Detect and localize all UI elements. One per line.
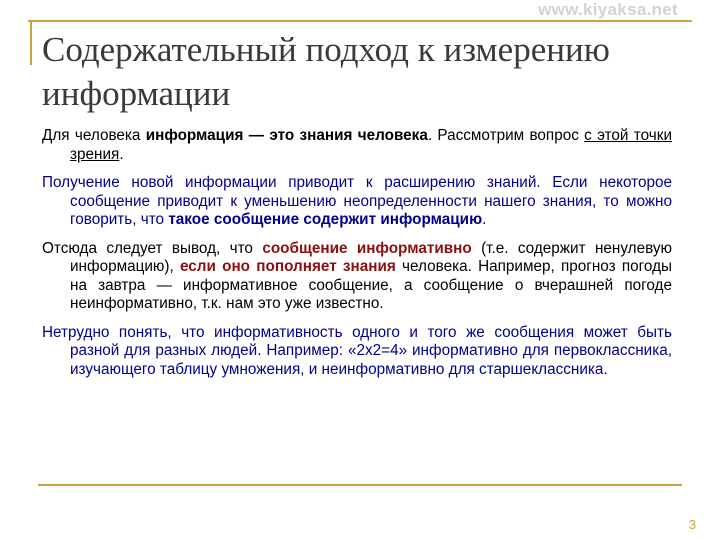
paragraph-3-span-3: (т.е. содержит ненулевую информацию), — [70, 239, 673, 275]
slide-title: Содержательный подход к измерению информации — [42, 30, 610, 113]
paragraph-1-span-5: . — [119, 145, 124, 163]
paragraph-2-span-3: . — [482, 211, 487, 228]
paragraph-3-span-5: человека. Например, прогноз погоды на завтра — информативное сообщение, а сообщение о вчерашней погоде неинформативно, т.к. нам это уже известно. — [70, 258, 672, 312]
slide-frame-left — [30, 20, 32, 65]
paragraph-2-span-1: Получение новой информации приводит к расширению знаний. Если некоторое сообщение приводит к уменьшению неопределенности нашего знания, то можно говорить, что — [42, 174, 672, 228]
slide-frame-top — [28, 20, 692, 22]
paragraph-1-span-3: . Рассмотрим вопрос — [427, 127, 585, 144]
footer-divider — [38, 484, 682, 486]
slide-body — [42, 127, 672, 389]
paragraph-4-span-1: Нетрудно понять, что информативность одного и того же сообщения может быть разной для разных людей. Например: «2х2=4» информативно для первоклассника, изучающего таблицу умножения, и неинформативно для старшеклассника. — [42, 323, 672, 378]
watermark: www.kiyaksa.net — [538, 0, 678, 19]
paragraph-3-span-2: сообщение информативно — [262, 239, 472, 257]
paragraph-2 — [42, 174, 672, 230]
paragraph-1-span-4: с этой точки зрения — [70, 127, 672, 163]
paragraph-3-span-4: если оно пополняет знания — [179, 258, 396, 275]
paragraph-3-span-1: Отсюда следует вывод, что — [42, 239, 263, 257]
paragraph-4 — [42, 324, 672, 380]
paragraph-3 — [42, 240, 672, 314]
paragraph-1-span-2: информация — это знания человека — [145, 127, 428, 144]
paragraph-1 — [42, 127, 672, 164]
paragraph-1-span-1: Для человека — [42, 127, 146, 144]
page-number: 3 — [688, 517, 696, 532]
paragraph-2-span-2: такое сообщение содержит информацию — [168, 211, 483, 228]
